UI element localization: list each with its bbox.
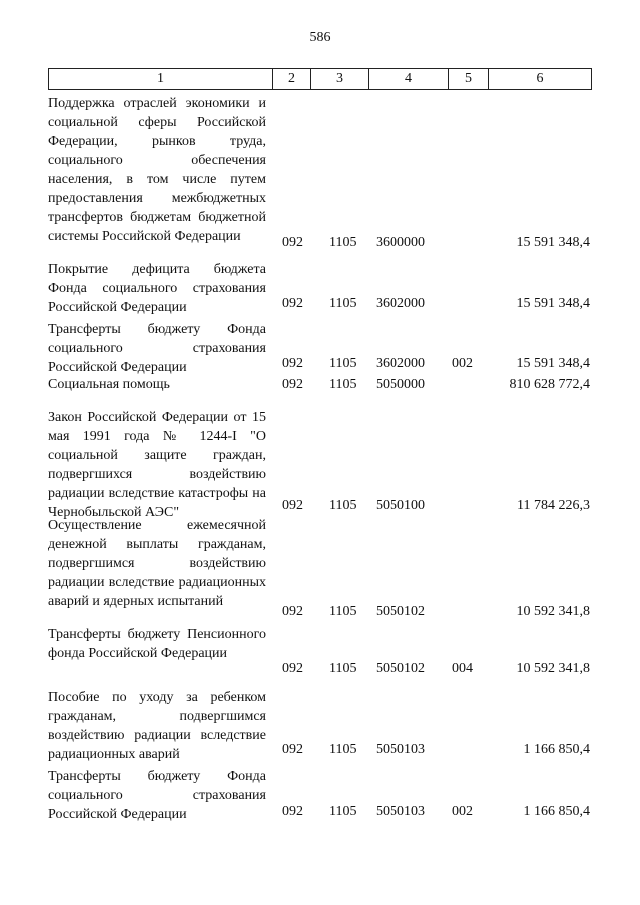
table-row: [48, 94, 592, 252]
column-header-1: 1: [49, 69, 273, 89]
cell-col2: 092: [282, 742, 303, 757]
cell-col6: 10 592 341,8: [516, 661, 590, 676]
cell-col4: 3600000: [376, 235, 425, 250]
cell-col3: 1105: [329, 498, 357, 513]
cell-col3: 1105: [329, 742, 357, 757]
cell-col3: 1105: [329, 235, 357, 250]
cell-col6: 15 591 348,4: [516, 356, 590, 371]
cell-col3: 1105: [329, 377, 357, 392]
cell-col5: 002: [452, 356, 473, 371]
cell-col3: 1105: [329, 356, 357, 371]
row-description: Трансферты бюджету Пенсионного фонда Российской Федерации: [48, 627, 266, 661]
cell-col4: 3602000: [376, 356, 425, 371]
table-row: [48, 375, 592, 395]
row-description: Трансферты бюджету Фонда социального страхования Российской Федерации: [48, 769, 266, 822]
row-description: Пособие по уходу за ребенком гражданам, подвергшимся воздействию радиации вследствие радиационных аварий: [48, 690, 266, 762]
cell-col3: 1105: [329, 804, 357, 819]
cell-col6: 11 784 226,3: [517, 498, 590, 513]
cell-col2: 092: [282, 661, 303, 676]
cell-col2: 092: [282, 804, 303, 819]
column-header-2: 2: [273, 69, 311, 89]
table-row: [48, 408, 592, 520]
cell-col3: 1105: [329, 604, 357, 619]
cell-col5: 002: [452, 804, 473, 819]
cell-col6: 1 166 850,4: [523, 804, 590, 819]
cell-col2: 092: [282, 498, 303, 513]
row-description: Трансферты бюджету Фонда социального страхования Российской Федерации: [48, 322, 266, 375]
cell-col6: 15 591 348,4: [516, 235, 590, 250]
cell-col4: 5050102: [376, 661, 425, 676]
cell-col4: 3602000: [376, 296, 425, 311]
cell-col2: 092: [282, 604, 303, 619]
row-description: Закон Российской Федерации от 15 мая 1991 года № 1244-I "О социальной защите граждан, подвергшихся воздействию радиации вследствие катастрофы на Чернобыльской АЭС": [48, 410, 266, 520]
column-header-5: 5: [449, 69, 489, 89]
cell-col2: 092: [282, 356, 303, 371]
table-header: [48, 68, 592, 90]
cell-col4: 5050100: [376, 498, 425, 513]
cell-col3: 1105: [329, 296, 357, 311]
table-row: [48, 688, 592, 768]
row-description: Поддержка отраслей экономики и социальной сферы Российской Федерации, рынков труда, социального обеспечения населения, в том числе путем предоставления межбюджетных трансфертов бюджетам бюджетной системы Российской Федерации: [48, 96, 266, 244]
table-row: [48, 516, 592, 621]
row-description: Социальная помощь: [48, 377, 170, 392]
table-row: [48, 767, 592, 827]
cell-col5: 004: [452, 661, 473, 676]
cell-col2: 092: [282, 296, 303, 311]
row-description: Покрытие дефицита бюджета Фонда социального страхования Российской Федерации: [48, 262, 266, 315]
table-row: [48, 260, 592, 318]
cell-col4: 5050000: [376, 377, 425, 392]
column-header-4: 4: [369, 69, 449, 89]
page-number: 586: [309, 30, 331, 45]
cell-col4: 5050103: [376, 742, 425, 757]
cell-col6: 1 166 850,4: [523, 742, 590, 757]
table-row: [48, 625, 592, 683]
row-description: Осуществление ежемесячной денежной выплаты гражданам, подвергшимся воздействию радиации вследствие радиационных аварий и ядерных испытаний: [48, 518, 266, 609]
table-row: [48, 320, 592, 378]
cell-col4: 5050102: [376, 604, 425, 619]
column-header-6: 6: [536, 71, 544, 86]
cell-col6: 810 628 772,4: [509, 377, 590, 392]
cell-col3: 1105: [329, 661, 357, 676]
cell-col4: 5050103: [376, 804, 425, 819]
column-header-3: 3: [311, 69, 369, 89]
cell-col2: 092: [282, 377, 303, 392]
cell-col2: 092: [282, 235, 303, 250]
cell-col6: 15 591 348,4: [516, 296, 590, 311]
cell-col6: 10 592 341,8: [516, 604, 590, 619]
